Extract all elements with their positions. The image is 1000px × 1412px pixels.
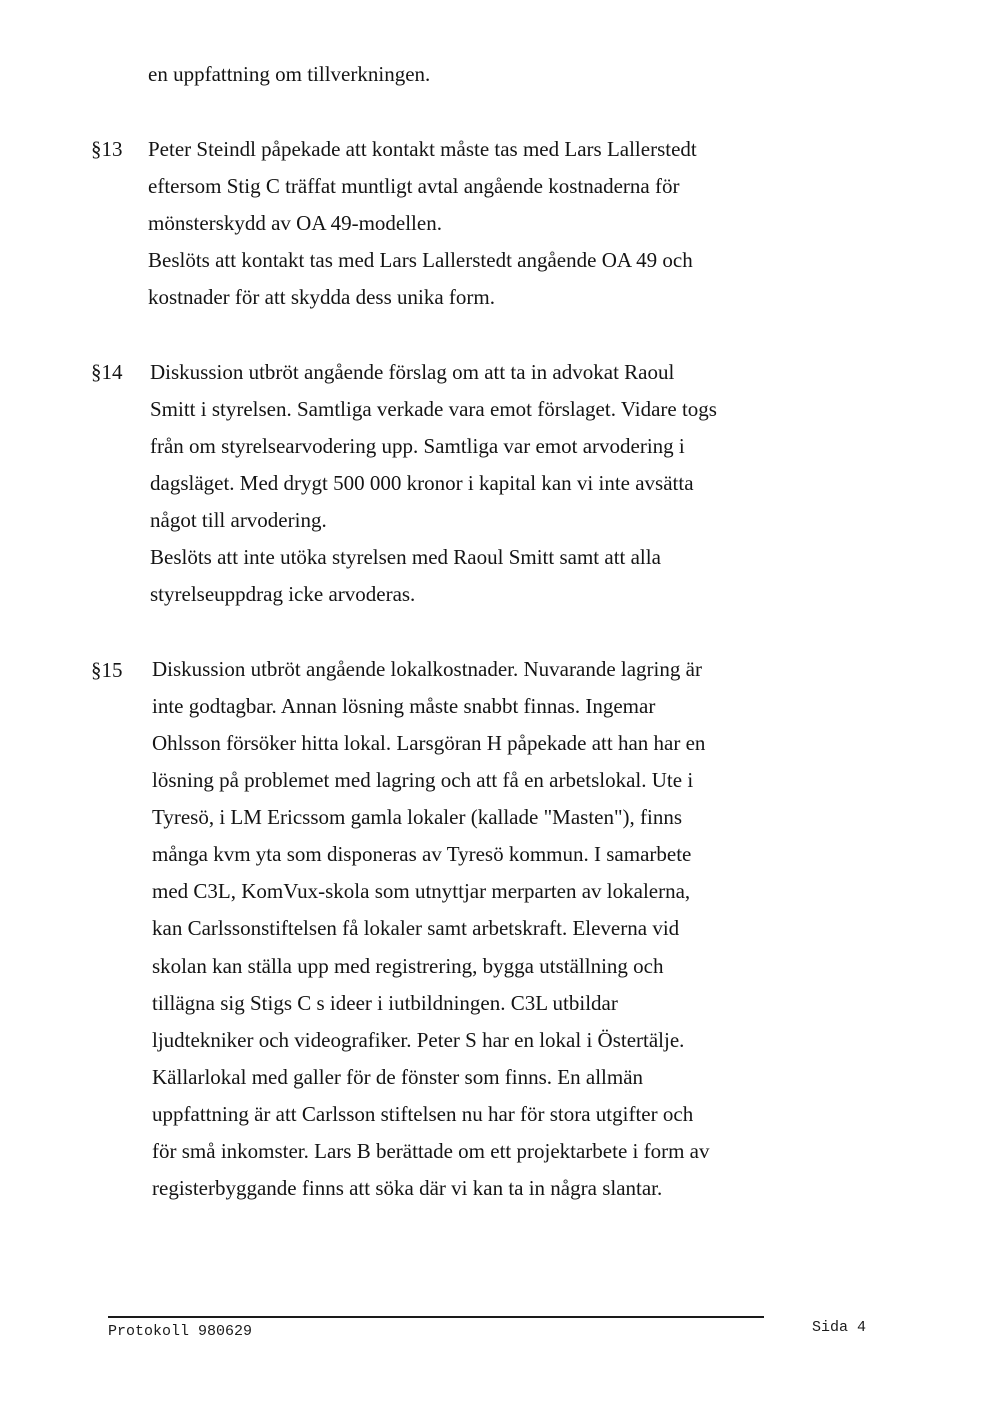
intro-line: en uppfattning om tillverkningen. — [148, 62, 431, 86]
section-14-number: §14 — [91, 360, 123, 384]
section-14-line: styrelseuppdrag icke arvoderas. — [150, 582, 416, 606]
section-15-line: uppfattning är att Carlsson stiftelsen nu har för stora utgifter och — [152, 1102, 694, 1126]
section-14-line: från om styrelsearvodering upp. Samtliga var emot arvodering i — [150, 434, 685, 458]
section-15-line: registerbyggande finns att söka där vi kan ta in några slantar. — [152, 1176, 663, 1200]
section-15-line: för små inkomster. Lars B berättade om ett projektarbete i form av — [152, 1139, 710, 1163]
section-15-line: med C3L, KomVux-skola som utnyttjar merparten av lokalerna, — [152, 879, 691, 903]
section-15-line: Diskussion utbröt angående lokalkostnader. Nuvarande lagring är — [152, 657, 702, 681]
footer-divider — [108, 1316, 764, 1318]
section-15-line: skolan kan ställa upp med registrering, bygga utställning och — [152, 954, 664, 978]
section-15-number: §15 — [91, 658, 123, 682]
section-15-line: Källarlokal med galler för de fönster som finns. En allmän — [152, 1065, 644, 1089]
section-15-line: tillägna sig Stigs C s ideer i iutbildningen. C3L utbildar — [152, 991, 618, 1015]
footer-document-label: Protokoll 980629 — [108, 1323, 253, 1340]
section-14-line: något till arvodering. — [150, 508, 327, 532]
footer-page-number: Sida 4 — [812, 1319, 867, 1336]
section-14-line: Beslöts att inte utöka styrelsen med Raoul Smitt samt att alla — [150, 545, 661, 569]
section-15-line: Ohlsson försöker hitta lokal. Larsgöran H påpekade att han har en — [152, 731, 706, 755]
section-13-line: eftersom Stig C träffat muntligt avtal angående kostnaderna för — [148, 174, 680, 198]
section-13-number: §13 — [91, 137, 123, 161]
section-13-line: kostnader för att skydda dess unika form. — [148, 285, 496, 309]
section-14-line: Diskussion utbröt angående förslag om att ta in advokat Raoul — [150, 360, 675, 384]
section-15-line: inte godtagbar. Annan lösning måste snabbt finnas. Ingemar — [152, 694, 656, 718]
section-15-line: ljudtekniker och videografiker. Peter S har en lokal i Östertälje. — [152, 1028, 685, 1052]
section-13-line: Beslöts att kontakt tas med Lars Lallerstedt angående OA 49 och — [148, 248, 693, 272]
section-13-line: Peter Steindl påpekade att kontakt måste tas med Lars Lallerstedt — [148, 137, 697, 161]
section-15-line: kan Carlssonstiftelsen få lokaler samt arbetskraft. Eleverna vid — [152, 916, 680, 940]
section-15-line: lösning på problemet med lagring och att få en arbetslokal. Ute i — [152, 768, 694, 792]
section-13-line: mönsterskydd av OA 49-modellen. — [148, 211, 442, 235]
section-15-line: Tyresö, i LM Ericssom gamla lokaler (kallade "Masten"), finns — [152, 805, 683, 829]
section-15-line: många kvm yta som disponeras av Tyresö kommun. I samarbete — [152, 842, 692, 866]
section-14-line: dagsläget. Med drygt 500 000 kronor i kapital kan vi inte avsätta — [150, 471, 694, 495]
section-14-line: Smitt i styrelsen. Samtliga verkade vara emot förslaget. Vidare togs — [150, 397, 717, 421]
